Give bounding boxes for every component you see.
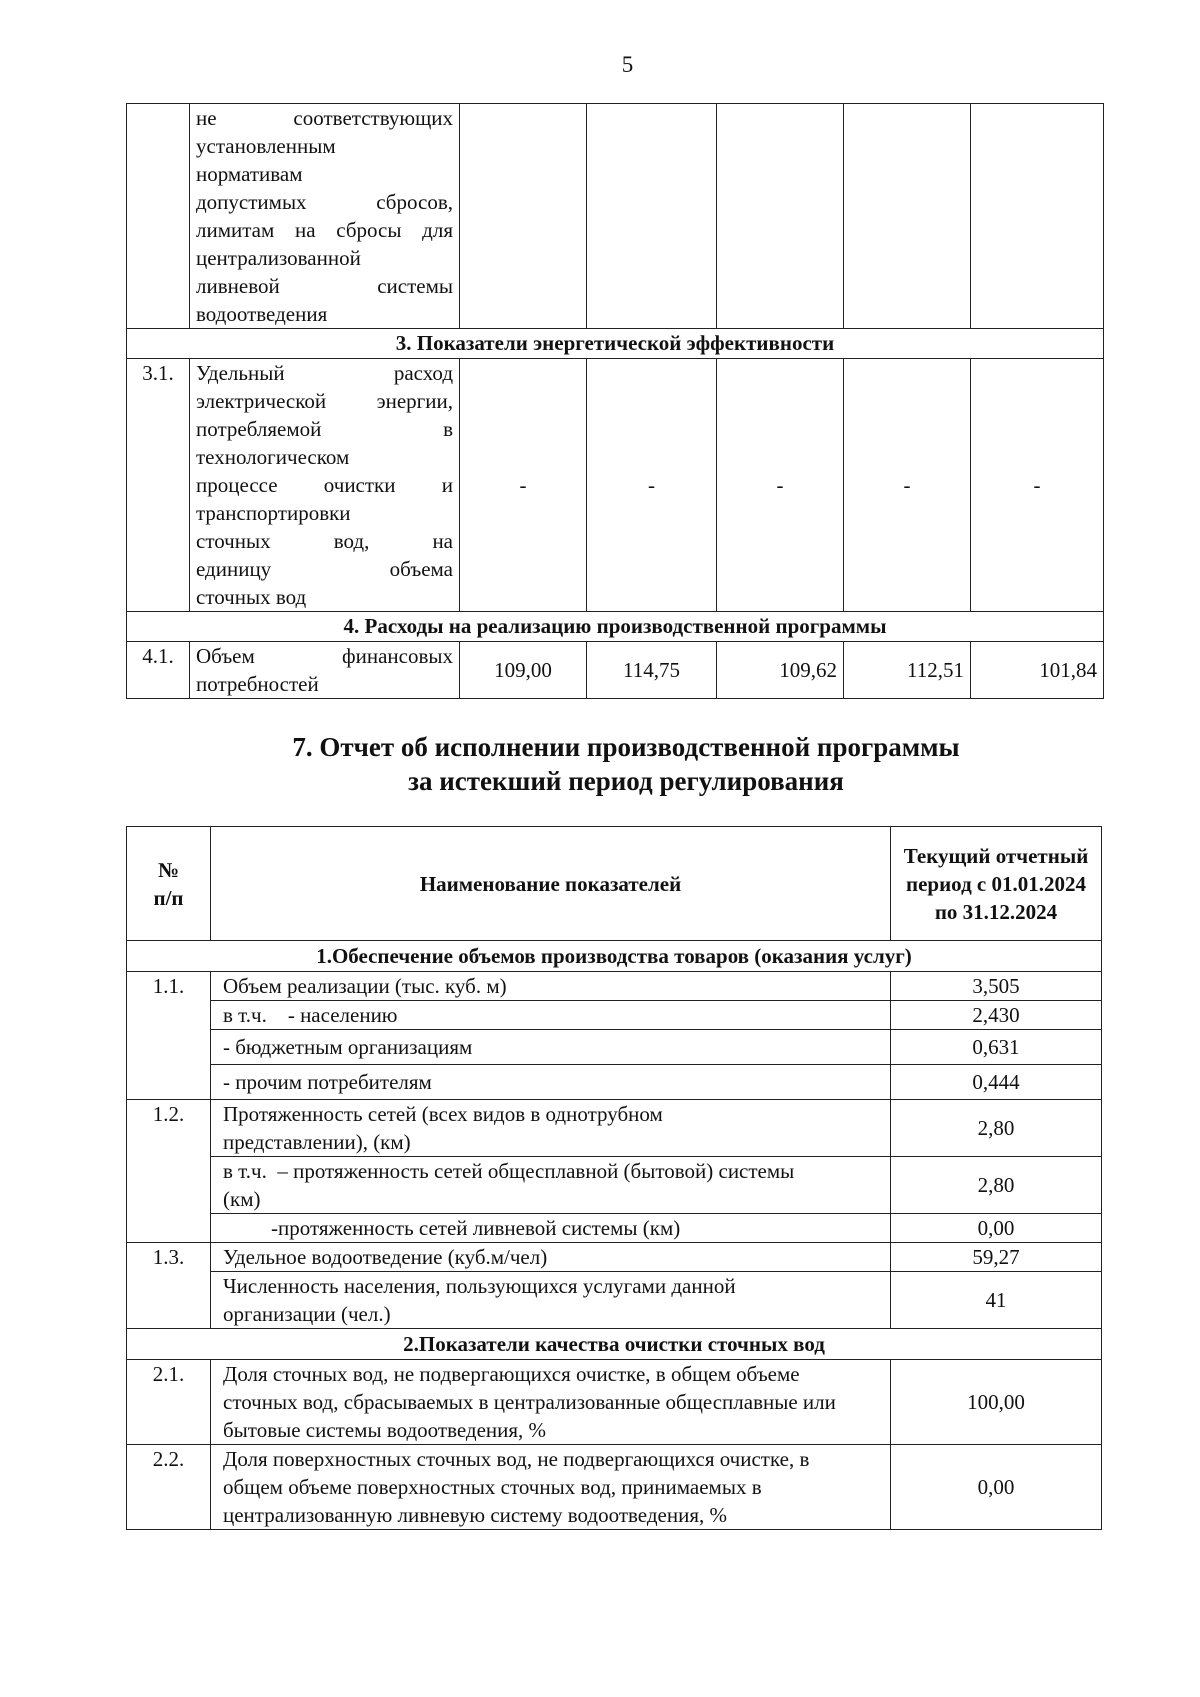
table-row — [127, 1001, 1102, 1030]
indicator-name: Доля сточных вод, не подвергающихся очистке, в общем объеме сточных вод, сбрасываемых в централизованные общесплавные или бытовые системы водоотведения, % — [211, 1360, 891, 1445]
heading-line-1: 7. Отчет об исполнении производственной программы — [292, 732, 960, 762]
indicator-name: Доля поверхностных сточных вод, не подвергающихся очистке, в общем объеме поверхностных сточных вод, принимаемых в централизованную ливневую систему водоотведения, % — [211, 1445, 891, 1530]
indicator-name: в т.ч. – протяженность сетей общесплавной (бытовой) системы (км) — [211, 1157, 891, 1214]
indicator-name-cell: Объем финансовых потребностей — [190, 642, 460, 699]
row-number-cell — [127, 104, 190, 329]
value-cell — [587, 104, 717, 329]
indicator-name: Численность населения, пользующихся услугами данной организации (чел.) — [211, 1272, 891, 1329]
table-row — [127, 972, 1102, 1001]
value-cell: - — [844, 359, 971, 612]
value-cell: - — [587, 359, 717, 612]
table-row — [127, 1360, 1102, 1445]
indicator-name: Протяженность сетей (всех видов в однотрубном представлении), (км) — [211, 1100, 891, 1157]
value-cell — [460, 104, 587, 329]
table-row — [127, 104, 1104, 329]
section-row — [127, 941, 1102, 972]
indicator-value: 41 — [891, 1272, 1102, 1329]
row-number: 2.1. — [127, 1360, 211, 1445]
table-row — [127, 642, 1104, 699]
value-cell: 112,51 — [844, 642, 971, 699]
heading-line-2: за истекший период регулирования — [408, 766, 844, 796]
indicator-name: -протяженность сетей ливневой системы (км) — [211, 1214, 891, 1243]
value-cell: 109,62 — [717, 642, 844, 699]
header-period: Текущий отчетный период с 01.01.2024 по 31.12.2024 — [891, 827, 1102, 941]
indicator-value: 2,430 — [891, 1001, 1102, 1030]
indicator-value: 0,00 — [891, 1445, 1102, 1530]
indicator-name-cell: не соответствующих установленным нормативам допустимых сбросов, лимитам на сбросы для централизованной ливневой системы водоотведения — [190, 104, 460, 329]
section-title: 2.Показатели качества очистки сточных вод — [127, 1329, 1102, 1360]
indicator-name: Удельное водоотведение (куб.м/чел) — [211, 1243, 891, 1272]
value-cell — [971, 104, 1104, 329]
indicator-value: 2,80 — [891, 1100, 1102, 1157]
page-number: 5 — [621, 52, 634, 77]
production-program-table-continued — [126, 103, 1104, 699]
header-name: Наименование показателей — [211, 827, 891, 941]
table-row — [127, 359, 1104, 612]
indicator-name: Объем реализации (тыс. куб. м) — [211, 972, 891, 1001]
value-cell: 109,00 — [460, 642, 587, 699]
indicator-value: 100,00 — [891, 1360, 1102, 1445]
section-title: 3. Показатели энергетической эффективности — [127, 329, 1104, 359]
table-row — [127, 1214, 1102, 1243]
row-number: 4.1. — [127, 642, 190, 699]
value-cell — [844, 104, 971, 329]
row-number: 2.2. — [127, 1445, 211, 1530]
indicator-value: 0,631 — [891, 1030, 1102, 1065]
row-number: 1.1. — [127, 972, 211, 1100]
report-table — [126, 826, 1102, 1530]
indicator-name: в т.ч. - населению — [211, 1001, 891, 1030]
header-row — [127, 827, 1102, 941]
indicator-name: - бюджетным организациям — [211, 1030, 891, 1065]
table-row — [127, 1065, 1102, 1100]
indicator-name: - прочим потребителям — [211, 1065, 891, 1100]
header-number: № п/п — [127, 827, 211, 941]
section-title: 1.Обеспечение объемов производства товаров (оказания услуг) — [127, 941, 1102, 972]
value-cell: 114,75 — [587, 642, 717, 699]
table-row — [127, 1157, 1102, 1214]
table-row — [127, 1030, 1102, 1065]
section-row — [127, 329, 1104, 359]
row-number: 1.3. — [127, 1243, 211, 1329]
section-heading — [126, 730, 1126, 798]
section-row — [127, 612, 1104, 642]
value-cell: - — [717, 359, 844, 612]
table-row — [127, 1100, 1102, 1157]
indicator-value: 0,444 — [891, 1065, 1102, 1100]
row-number: 1.2. — [127, 1100, 211, 1243]
indicator-value: 2,80 — [891, 1157, 1102, 1214]
indicator-value: 0,00 — [891, 1214, 1102, 1243]
table-row — [127, 1445, 1102, 1530]
indicator-name-cell: Удельный расход электрической энергии, потребляемой в технологическом процессе очистки и транспортировки сточных вод, на единицу объема сточных вод — [190, 359, 460, 612]
table-row — [127, 1272, 1102, 1329]
table-row — [127, 1243, 1102, 1272]
value-cell — [717, 104, 844, 329]
row-number: 3.1. — [127, 359, 190, 612]
value-cell: 101,84 — [971, 642, 1104, 699]
section-row — [127, 1329, 1102, 1360]
value-cell: - — [971, 359, 1104, 612]
value-cell: - — [460, 359, 587, 612]
indicator-value: 59,27 — [891, 1243, 1102, 1272]
section-title: 4. Расходы на реализацию производственной программы — [127, 612, 1104, 642]
indicator-value: 3,505 — [891, 972, 1102, 1001]
